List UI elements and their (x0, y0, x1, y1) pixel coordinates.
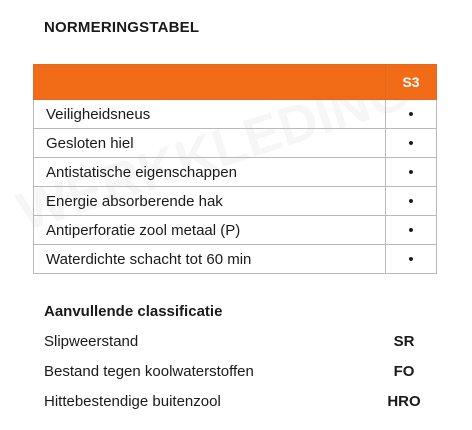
classification-row (44, 333, 434, 353)
table-row (34, 187, 437, 216)
table-row (34, 100, 437, 129)
bullet-mark: • (386, 216, 437, 245)
table-row (34, 158, 437, 187)
bullet-mark: • (386, 158, 437, 187)
table-row (34, 129, 437, 158)
bullet-mark: • (386, 245, 437, 274)
row-label: Antistatische eigenschappen (34, 158, 386, 187)
table-row (34, 216, 437, 245)
classification-row (44, 393, 434, 413)
classification-label: Hittebestendige buitenzool (44, 393, 221, 410)
table-header-row (34, 65, 437, 100)
bullet-mark: • (386, 187, 437, 216)
bullet-mark: • (386, 100, 437, 129)
classification-label: Slipweerstand (44, 333, 139, 350)
row-label: Veiligheidsneus (34, 100, 386, 129)
table-header-s3: S3 (386, 65, 437, 100)
row-label: Waterdichte schacht tot 60 min (34, 245, 386, 274)
table-header-label (34, 65, 386, 100)
row-label: Antiperforatie zool metaal (P) (34, 216, 386, 245)
page-title: NORMERINGSTABEL (44, 19, 200, 36)
classification-label: Bestand tegen koolwaterstoffen (44, 363, 254, 380)
table-row (34, 245, 437, 274)
classification-code: SR (393, 333, 415, 350)
norm-table (33, 64, 437, 274)
bullet-mark: • (386, 129, 437, 158)
classification-code: FO (393, 363, 415, 380)
row-label: Energie absorberende hak (34, 187, 386, 216)
classification-code: HRO (387, 393, 421, 410)
extra-classification-title: Aanvullende classificatie (44, 303, 223, 320)
classification-row (44, 363, 434, 383)
row-label: Gesloten hiel (34, 129, 386, 158)
